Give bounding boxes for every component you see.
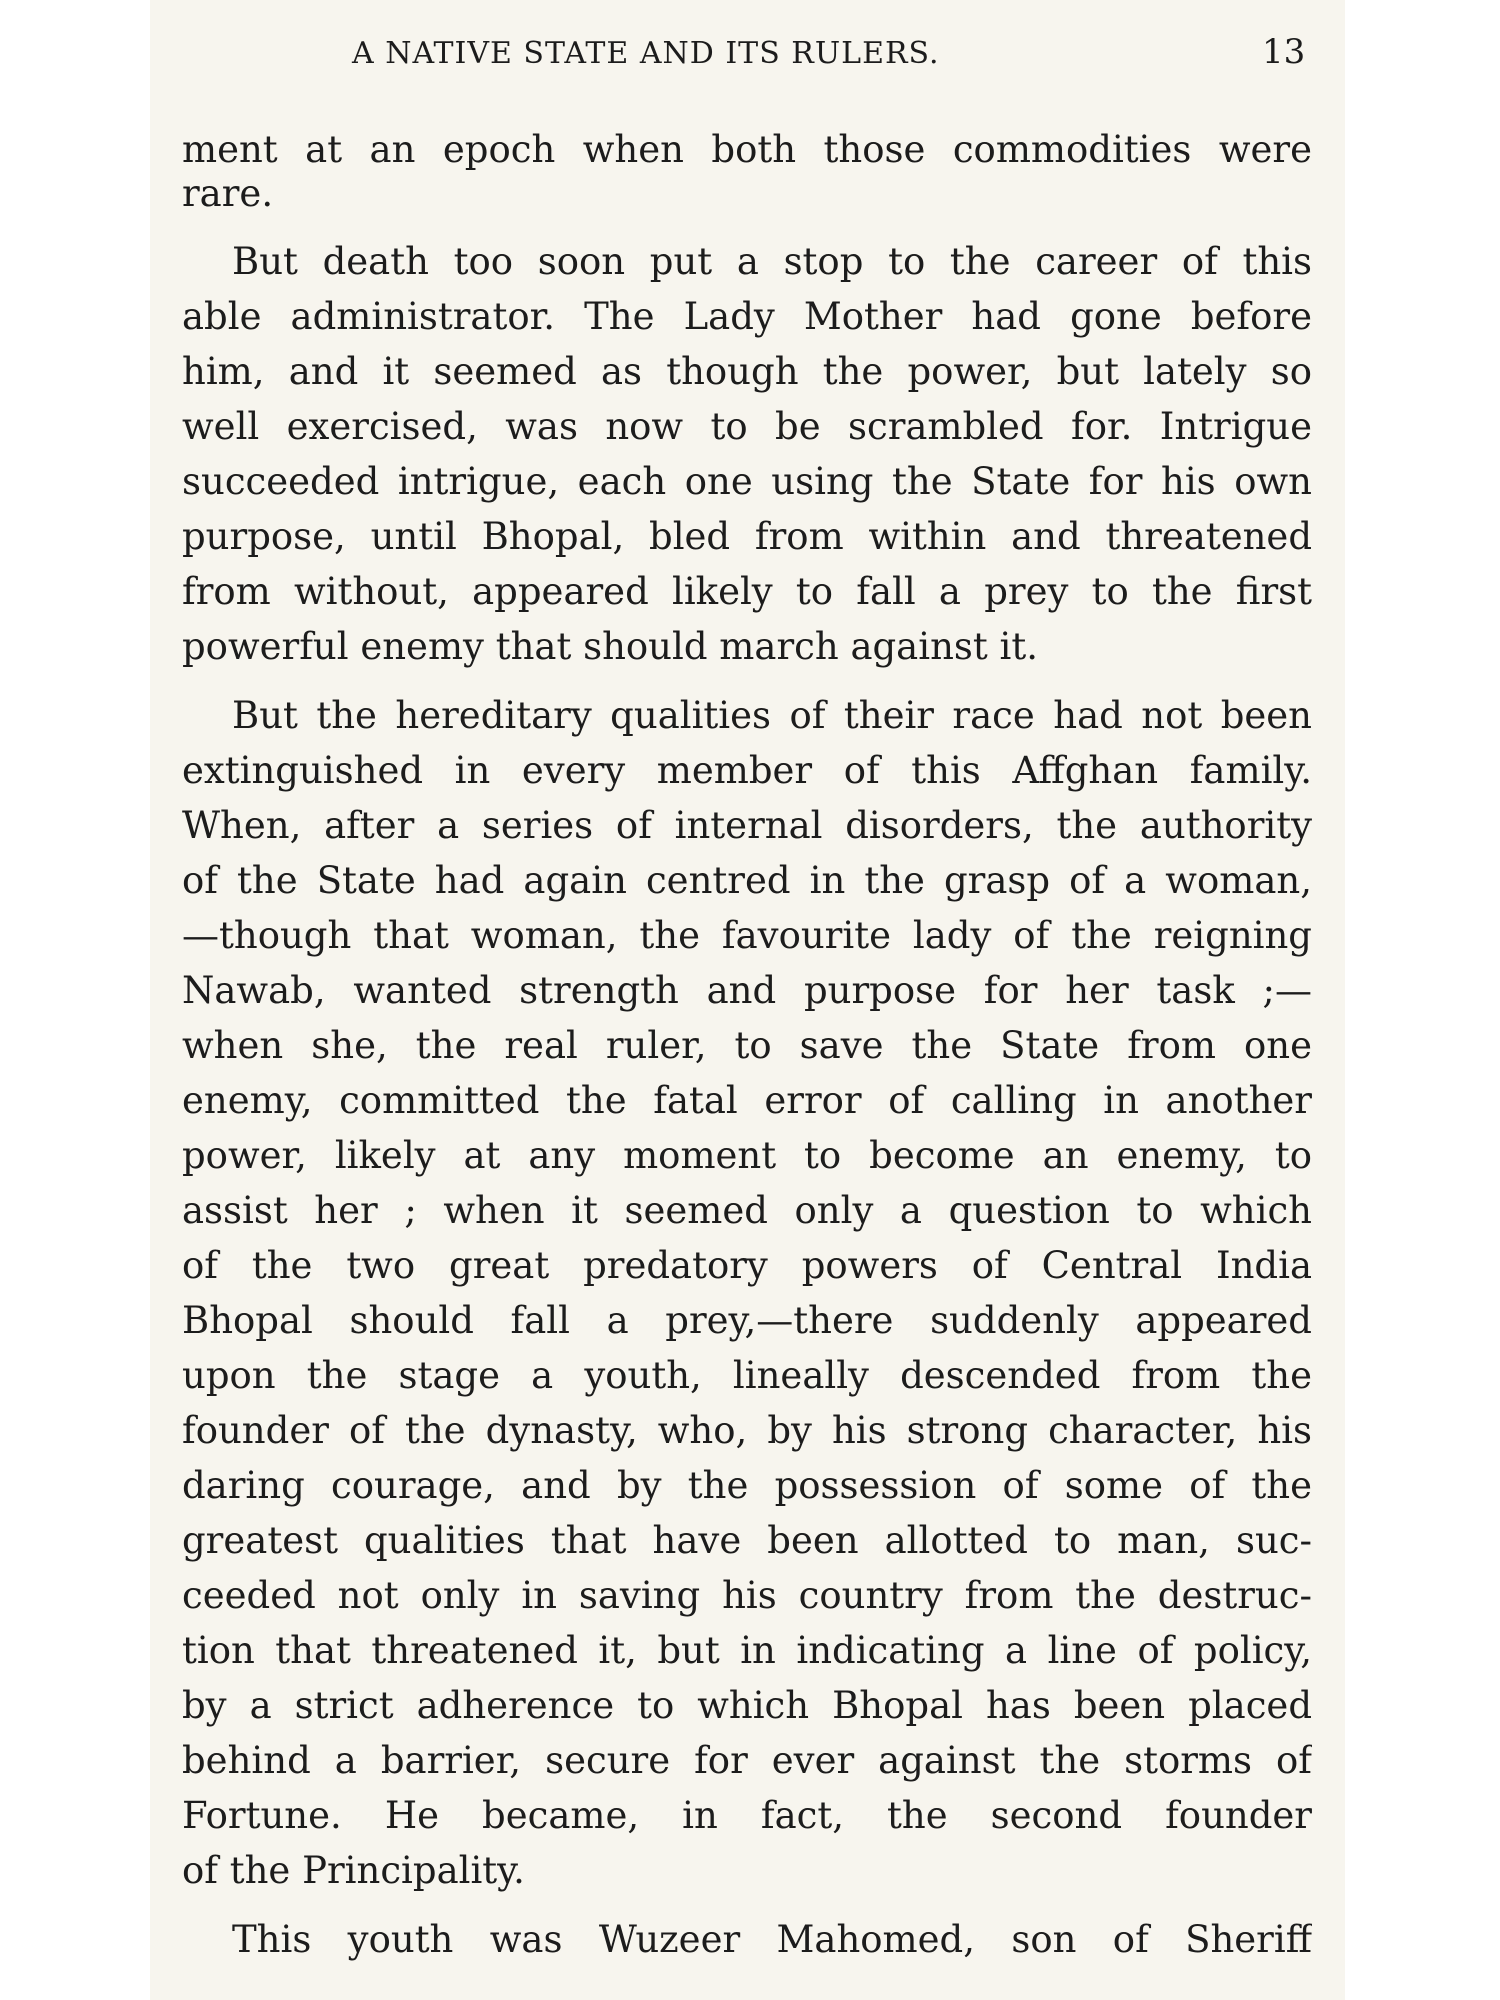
text-line: when she, the real ruler, to save the State from one [182, 1024, 1312, 1067]
text-line: This youth was Wuzeer Mahomed, son of Sheriff [232, 1918, 1312, 1961]
text-line: founder of the dynasty, who, by his strong character, his [182, 1409, 1312, 1452]
text-line: daring courage, and by the possession of some of the [182, 1464, 1312, 1507]
text-line: by a strict adherence to which Bhopal has been placed [182, 1684, 1312, 1727]
text-line: him, and it seemed as though the power, but lately so [182, 350, 1312, 393]
text-line: of the Principality. [182, 1849, 525, 1892]
text-line: But the hereditary qualities of their race had not been [232, 694, 1312, 737]
text-line: power, likely at any moment to become an enemy, to [182, 1134, 1312, 1177]
text-line: of the two great predatory powers of Central India [182, 1244, 1312, 1287]
text-line: purpose, until Bhopal, bled from within and threatened [182, 515, 1312, 558]
text-line: But death too soon put a stop to the career of this [232, 240, 1312, 283]
text-line: succeeded intrigue, each one using the State for his own [182, 460, 1312, 503]
text-line: When, after a series of internal disorders, the authority [182, 804, 1312, 847]
text-line: assist her ; when it seemed only a question to which [182, 1189, 1312, 1232]
text-line: ceeded not only in saving his country from the destruc- [182, 1574, 1312, 1617]
text-line: well exercised, was now to be scrambled for. Intrigue [182, 405, 1312, 448]
text-line: extinguished in every member of this Affghan family. [182, 749, 1312, 792]
running-header: A NATIVE STATE AND ITS RULERS. [352, 36, 940, 71]
text-line: —though that woman, the favourite lady of the reigning [182, 914, 1312, 957]
text-line: powerful enemy that should march against it. [182, 625, 1038, 668]
page-number: 13 [1262, 32, 1306, 72]
text-line: tion that threatened it, but in indicating a line of policy, [182, 1629, 1312, 1672]
text-line: able administrator. The Lady Mother had gone before [182, 295, 1312, 338]
text-line: rare. [182, 172, 274, 215]
text-line: from without, appeared likely to fall a prey to the first [182, 570, 1312, 613]
text-line: greatest qualities that have been allotted to man, suc- [182, 1519, 1312, 1562]
text-line: Nawab, wanted strength and purpose for her task ;— [182, 969, 1312, 1012]
text-line: enemy, committed the fatal error of calling in another [182, 1079, 1312, 1122]
text-line: ment at an epoch when both those commodities were [182, 128, 1312, 171]
text-line: Fortune. He became, in fact, the second founder [182, 1794, 1312, 1837]
text-line: of the State had again centred in the grasp of a woman, [182, 859, 1312, 902]
text-line: Bhopal should fall a prey,—there suddenly appeared [182, 1299, 1312, 1342]
text-line: upon the stage a youth, lineally descended from the [182, 1354, 1312, 1397]
text-line: behind a barrier, secure for ever against the storms of [182, 1739, 1312, 1782]
